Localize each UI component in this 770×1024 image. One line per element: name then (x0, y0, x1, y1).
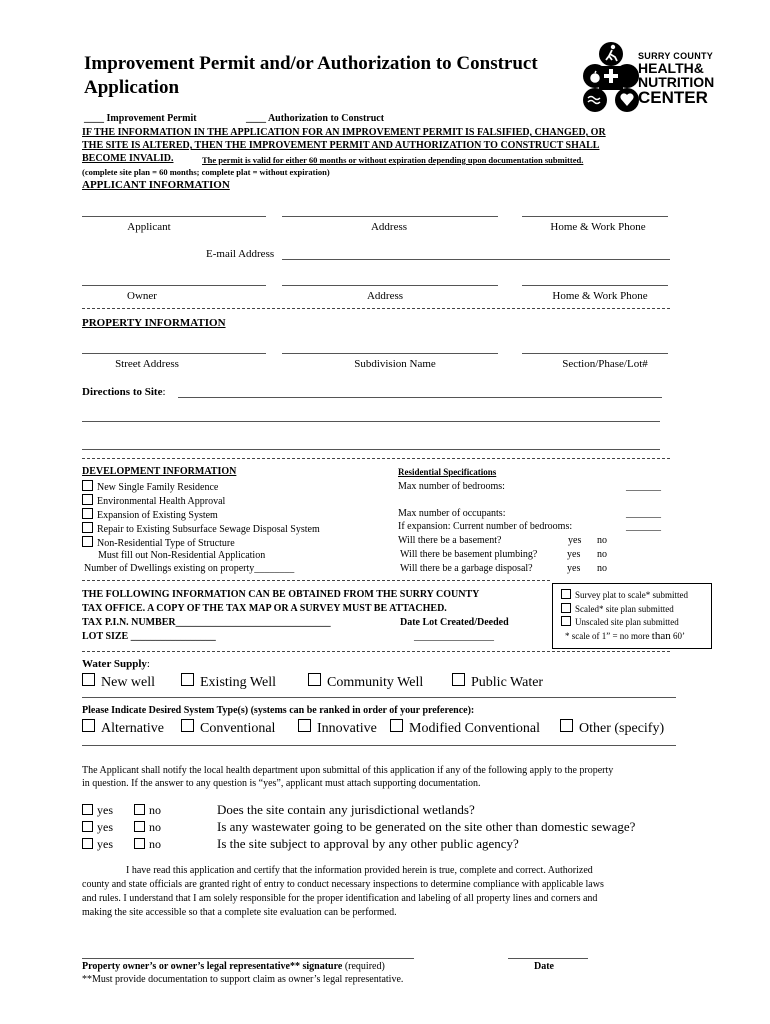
page-title (84, 52, 538, 100)
signature-note: **Must provide documentation to support claim as owner’s legal representative. (82, 974, 404, 985)
bedrooms-field[interactable]: _______ (626, 481, 661, 492)
divider (82, 651, 670, 652)
directions-label: Directions to Site: (82, 386, 166, 398)
divider (82, 580, 550, 581)
warning-line-2: THE SITE IS ALTERED, THEN THE IMPROVEMENT PERMIT AND AUTHORIZATION TO CONSTRUCT SHALL (82, 140, 600, 151)
subdivision-field[interactable] (282, 353, 498, 354)
signature-label: Property owner’s or owner’s legal representative** signature (required) (82, 961, 385, 972)
expansion-label: If expansion: Current number of bedrooms: (398, 521, 573, 532)
occupants-label: Max number of occupants: (398, 508, 506, 519)
permit-type-improvement[interactable]: ____ Improvement Permit (84, 113, 197, 124)
property-heading: PROPERTY INFORMATION (82, 317, 226, 329)
checkbox[interactable] (134, 838, 145, 849)
email-field[interactable] (282, 259, 670, 260)
checkbox[interactable] (308, 673, 321, 686)
occupants-field[interactable]: _______ (626, 508, 661, 519)
owner-phone-label: Home & Work Phone (552, 290, 648, 302)
development-heading: DEVELOPMENT INFORMATION (82, 466, 237, 477)
owner-address-label: Address (366, 290, 404, 302)
question-wastewater: Is any wastewater going to be generated on the site other than domestic sewage? (217, 819, 636, 834)
title-line-2: Application (84, 77, 180, 98)
residential-heading: Residential Specifications (398, 467, 497, 477)
directions-field-2[interactable] (82, 421, 660, 422)
scaled-plan-option[interactable]: Scaled* site plan submitted (561, 603, 674, 616)
directions-field-1[interactable] (178, 397, 662, 398)
checkbox[interactable] (452, 673, 465, 686)
checkbox[interactable] (82, 673, 95, 686)
checkbox[interactable] (82, 522, 93, 533)
checkbox[interactable] (560, 719, 573, 732)
plumbing-label: Will there be basement plumbing? (400, 549, 538, 560)
water-community-well[interactable]: Community Well (308, 673, 423, 691)
wastewater-no[interactable]: no (134, 820, 161, 835)
signature-field[interactable] (82, 958, 414, 959)
address-field[interactable] (282, 216, 498, 217)
checkbox[interactable] (82, 508, 93, 519)
divider (82, 308, 670, 309)
agency-yes[interactable]: yes (82, 837, 113, 852)
tax-line-1: THE FOLLOWING INFORMATION CAN BE OBTAINED FROM THE SURRY COUNTY (82, 589, 480, 600)
checkbox[interactable] (82, 719, 95, 732)
logo-text-line-1: SURRY COUNTY (638, 51, 714, 61)
validity-note-2: (complete site plan = 60 months; complete plat = without expiration) (82, 167, 330, 177)
unscaled-plan-option[interactable]: Unscaled site plan submitted (561, 616, 679, 629)
certify-line-3: and rules. I understand that I am solely responsible for the proper identification and labeling of all property lines and corners and (82, 893, 598, 904)
phone-field[interactable] (522, 216, 668, 217)
owner-phone-field[interactable] (522, 285, 668, 286)
section-label: Section/Phase/Lot# (562, 358, 648, 370)
dev-option-nonresidential[interactable]: Non-Residential Type of Structure (82, 536, 235, 549)
dev-option-new-residence[interactable]: New Single Family Residence (82, 480, 218, 493)
checkbox[interactable] (134, 804, 145, 815)
checkbox[interactable] (561, 589, 571, 599)
system-modified-conventional[interactable]: Modified Conventional (390, 719, 540, 737)
checkbox[interactable] (561, 616, 571, 626)
dev-option-repair[interactable]: Repair to Existing Subsurface Sewage Disposal System (82, 522, 320, 535)
checkbox[interactable] (390, 719, 403, 732)
divider (82, 697, 676, 698)
checkbox[interactable] (181, 719, 194, 732)
street-field[interactable] (82, 353, 266, 354)
checkbox[interactable] (134, 821, 145, 832)
basement-label: Will there be a basement? (398, 535, 502, 546)
plumbing-no[interactable]: no (597, 549, 607, 560)
wetlands-yes[interactable]: yes (82, 803, 113, 818)
logo (582, 40, 722, 120)
agency-no[interactable]: no (134, 837, 161, 852)
system-conventional[interactable]: Conventional (181, 719, 275, 737)
plumbing-yes[interactable]: yes (567, 549, 581, 560)
basement-yes[interactable]: yes (568, 535, 582, 546)
directions-field-3[interactable] (82, 449, 660, 450)
checkbox[interactable] (298, 719, 311, 732)
notify-line-1: The Applicant shall notify the local health department upon submittal of this application if any of the following apply to the property (82, 765, 614, 776)
wetlands-no[interactable]: no (134, 803, 161, 818)
expansion-field[interactable]: _______ (626, 521, 661, 532)
system-innovative[interactable]: Innovative (298, 719, 377, 737)
basement-no[interactable]: no (597, 535, 607, 546)
plat-box (552, 583, 712, 649)
subdivision-label: Subdivision Name (354, 358, 436, 370)
email-label: E-mail Address (206, 248, 275, 260)
date-lot-field[interactable]: ________________ (414, 631, 494, 642)
question-agency: Is the site subject to approval by any other public agency? (217, 836, 519, 851)
checkbox[interactable] (82, 804, 93, 815)
applicant-heading: APPLICANT INFORMATION (82, 179, 230, 191)
notify-line-2: in question. If the answer to any question is “yes”, applicant must attach supporting documentation. (82, 778, 481, 789)
section-field[interactable] (522, 353, 668, 354)
nonres-note: Must fill out Non-Residential Application (98, 550, 266, 561)
checkbox[interactable] (82, 480, 93, 491)
certify-line-1: I have read this application and certify that the information provided herein is true, complete and correct. Authorized (126, 865, 593, 876)
tax-line-2: TAX OFFICE. A COPY OF THE TAX MAP OR A SURVEY MUST BE ATTACHED. (82, 603, 447, 614)
warning-line-1: IF THE INFORMATION IN THE APPLICATION FOR AN IMPROVEMENT PERMIT IS FALSIFIED, CHANGED, OR (82, 127, 606, 138)
water-existing-well[interactable]: Existing Well (181, 673, 276, 691)
address-label: Address (370, 221, 408, 233)
date-lot-label: Date Lot Created/Deeded (400, 617, 509, 628)
date-field[interactable] (508, 958, 588, 959)
warning-line-3: BECOME INVALID. (82, 153, 174, 164)
logo-text-line-3: NUTRITION (638, 74, 715, 90)
phone-label: Home & Work Phone (550, 221, 646, 233)
system-alternative[interactable]: Alternative (82, 719, 164, 737)
checkbox[interactable] (82, 536, 93, 547)
dev-option-env-health[interactable]: Environmental Health Approval (82, 494, 225, 507)
system-other[interactable]: Other (specify) (560, 719, 664, 737)
validity-note: The permit is valid for either 60 months or without expiration depending upon documentation submitted. (202, 155, 584, 165)
health-center-logo-icon (582, 40, 640, 118)
wastewater-yes[interactable]: yes (82, 820, 113, 835)
title-line-1: Improvement Permit and/or Authorization to Construct (84, 53, 538, 74)
checkbox[interactable] (82, 821, 93, 832)
system-type-label: Please Indicate Desired System Type(s) (systems can be ranked in order of your preference): (82, 705, 475, 716)
garbage-label: Will there be a garbage disposal? (400, 563, 533, 574)
dwellings-field[interactable]: Number of Dwellings existing on property________ (84, 563, 295, 574)
owner-label: Owner (127, 290, 157, 302)
scale-note: * scale of 1” = no more than 60’ (565, 630, 685, 642)
applicant-field[interactable] (82, 216, 266, 217)
water-supply-label: Water Supply: (82, 658, 150, 670)
checkbox[interactable] (181, 673, 194, 686)
owner-field[interactable] (82, 285, 266, 286)
water-public[interactable]: Public Water (452, 673, 543, 691)
garbage-yes[interactable]: yes (567, 563, 581, 574)
survey-plat-option[interactable]: Survey plat to scale* submitted (561, 589, 688, 602)
applicant-label: Applicant (127, 221, 171, 233)
owner-address-field[interactable] (282, 285, 498, 286)
logo-text-line-2: HEALTH& (638, 60, 704, 76)
certify-line-2: county and state officials are granted right of entry to conduct necessary inspections to determine compliance with applicable laws (82, 879, 604, 890)
question-wetlands: Does the site contain any jurisdictional wetlands? (217, 802, 475, 817)
permit-type-authorization[interactable]: ____ Authorization to Construct (246, 113, 385, 124)
bedrooms-label: Max number of bedrooms: (398, 481, 505, 492)
date-label: Date (534, 961, 554, 972)
lot-size-field[interactable]: LOT SIZE _________________ (82, 631, 216, 642)
certify-line-4: making the site accessible so that a complete site evaluation can be performed. (82, 907, 397, 918)
divider (82, 458, 670, 459)
checkbox[interactable] (561, 603, 571, 613)
garbage-no[interactable]: no (597, 563, 607, 574)
street-label: Street Address (115, 358, 179, 370)
checkbox[interactable] (82, 494, 93, 505)
checkbox[interactable] (82, 838, 93, 849)
logo-text-line-4: CENTER (638, 88, 708, 107)
dev-option-expansion[interactable]: Expansion of Existing System (82, 508, 218, 521)
divider (82, 745, 676, 746)
tax-pin-field[interactable]: TAX P.I.N. NUMBER_______________________________ (82, 617, 331, 628)
water-new-well[interactable]: New well (82, 673, 155, 691)
